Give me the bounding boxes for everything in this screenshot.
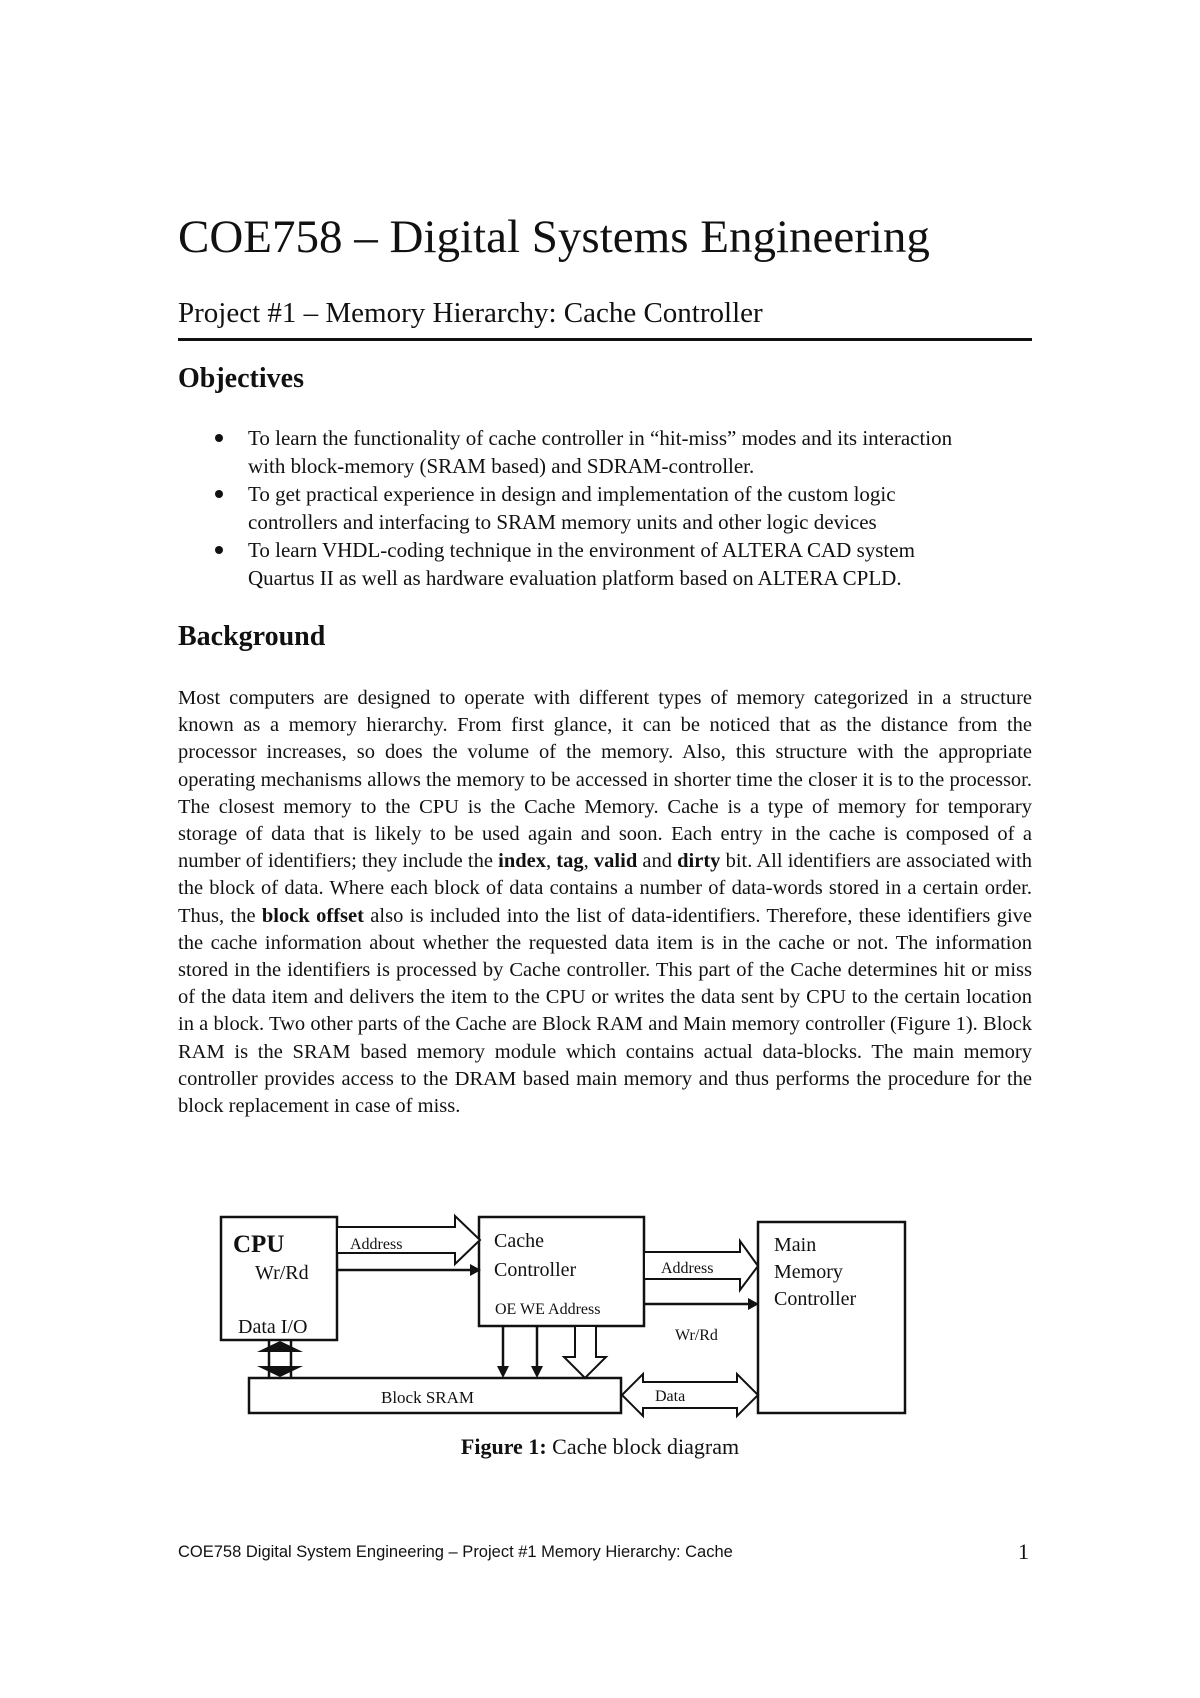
background-heading: Background — [178, 621, 326, 652]
we-arrowhead — [531, 1366, 543, 1378]
cpu-data-io: Data I/O — [238, 1316, 308, 1338]
data-label: Data — [655, 1388, 686, 1405]
page-number: 1 — [1018, 1539, 1029, 1564]
cache-label-1: Cache — [494, 1230, 544, 1252]
keyword-block-offset: block offset — [261, 904, 364, 927]
oe-arrowhead — [497, 1366, 509, 1378]
document-subtitle: Project #1 – Memory Hierarchy: Cache Controller — [178, 296, 1032, 341]
objective-item: To learn the functionality of cache controller in “hit-miss” modes and its interaction with block-memory (SRAM based) and SDRAM-controller. — [178, 424, 978, 480]
address-arrow-sram — [564, 1326, 606, 1378]
figure-caption-text: Cache block diagram — [546, 1434, 740, 1459]
background-text-3: also is included into the list of data-identifiers. Therefore, these identifiers give the cache information about whether the requested data item is in the cache or not. The information stored in the identifiers is processed by Cache controller. This part of the Cache determines hit or miss of the data item and delivers the item to the CPU or writes the data sent by CPU to the certain location in a block. Two other parts of the Cache are Block RAM and Main memory controller (Figure 1). Block RAM is the SRAM based memory module which contains actual data-blocks. The main memory controller provides access to the DRAM based main memory and thus performs the procedure for the block replacement in case of miss. — [178, 904, 1032, 1118]
objectives-heading: Objectives — [178, 363, 304, 394]
keyword-index: index — [498, 850, 546, 873]
objective-item: To learn VHDL-coding technique in the environment of ALTERA CAD system Quartus II as well as hardware evaluation platform based on ALTERA CPLD. — [178, 536, 978, 592]
keyword-tag: tag — [556, 850, 584, 873]
address-label-mem: Address — [661, 1260, 714, 1277]
data-io-arrow-up — [257, 1341, 303, 1352]
background-text-1: Most computers are designed to operate with different types of memory categorized in a structure known as a memory hierarchy. From first glance, it can be noticed that as the distance from the processor increases, so does the volume of the memory. Also, this structure with the appropriate operating mechanisms allows the memory to be accessed in shorter time the closer it is to the processor. The closest memory to the CPU is the Cache Memory. Cache is a type of memory for temporary storage of data that is likely to be used again and soon. Each entry in the cache is composed of a number of identifiers; they include the — [178, 687, 1032, 873]
document-title: COE758 – Digital Systems Engineering — [178, 211, 930, 263]
cpu-wr-rd: Wr/Rd — [255, 1262, 309, 1284]
main-label-2: Memory — [774, 1261, 843, 1283]
address-label-cpu: Address — [350, 1236, 403, 1253]
keyword-valid: valid — [593, 850, 638, 873]
cpu-title: CPU — [233, 1231, 285, 1258]
data-arrow — [622, 1374, 758, 1416]
background-text-2: bit. All identifiers are associated with the block of data. Where each block of data contains a number of data-words stored in a certain order. Thus, the — [178, 850, 1033, 927]
figure-label: Figure 1: — [460, 1434, 547, 1459]
data-io-arrow-down — [257, 1366, 303, 1377]
cache-signals: OE WE Address — [495, 1301, 601, 1318]
objective-item: To get practical experience in design and implementation of the custom logic controllers and interfacing to SRAM memory units and other logic devices — [178, 480, 978, 536]
wr-rd-label: Wr/Rd — [675, 1327, 718, 1344]
cache-label-2: Controller — [494, 1259, 577, 1281]
keyword-dirty: dirty — [677, 850, 721, 873]
main-label-3: Controller — [774, 1288, 857, 1310]
separator: , — [546, 850, 557, 873]
figure-caption — [0, 1434, 1200, 1460]
footer-text: COE758 Digital System Engineering – Project #1 Memory Hierarchy: Cache — [178, 1543, 733, 1561]
main-label-1: Main — [774, 1234, 817, 1256]
block-sram-label: Block SRAM — [381, 1388, 475, 1407]
separator: and — [637, 850, 678, 873]
separator: , — [583, 850, 594, 873]
